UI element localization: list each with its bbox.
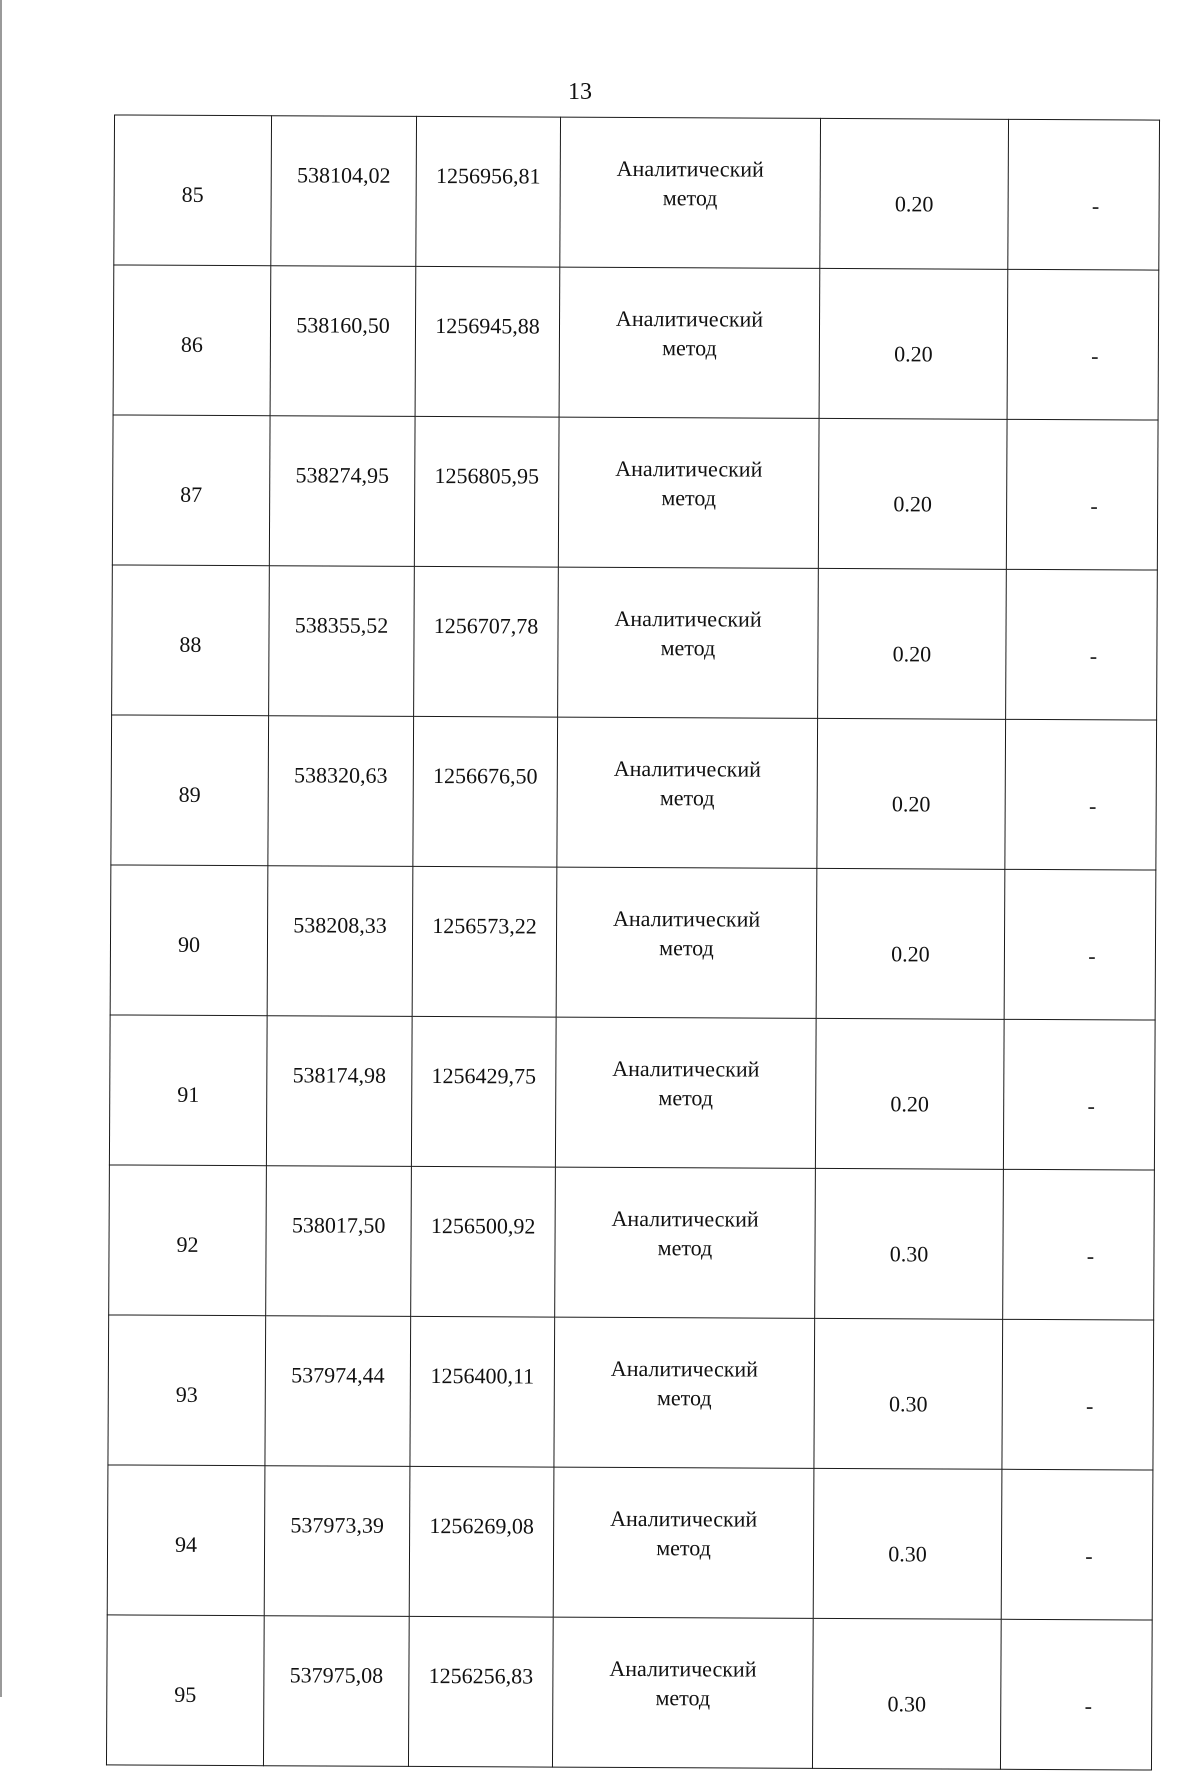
- method-cell: [558, 567, 819, 718]
- table-row: [111, 715, 1157, 870]
- method-line-1: Аналитический: [609, 1655, 757, 1682]
- note-cell: -: [1000, 1619, 1152, 1770]
- method-line-1: Аналитический: [615, 455, 763, 482]
- point-number-cell: 90: [110, 865, 268, 1016]
- y-coordinate-cell: 1256805,95: [414, 416, 559, 567]
- note-cell: -: [1002, 1319, 1154, 1470]
- accuracy-cell: 0.20: [818, 568, 1007, 719]
- table-row: [108, 1315, 1154, 1470]
- method-cell: [555, 1017, 816, 1168]
- point-number-cell: 86: [113, 265, 271, 416]
- note-cell: -: [1007, 269, 1159, 420]
- table-row: [106, 1615, 1152, 1770]
- accuracy-cell: 0.30: [812, 1618, 1001, 1769]
- x-coordinate-cell: 538174,98: [266, 1016, 412, 1167]
- method-line-2: метод: [662, 335, 717, 361]
- point-number-cell: 85: [114, 115, 272, 266]
- note-cell: -: [1003, 1019, 1155, 1170]
- note-cell: -: [1005, 719, 1157, 870]
- point-number-cell: 87: [112, 415, 270, 566]
- table-row: [113, 265, 1159, 420]
- point-number-cell: 95: [106, 1615, 264, 1766]
- accuracy-cell: 0.30: [813, 1468, 1002, 1619]
- accuracy-cell: 0.20: [816, 868, 1005, 1019]
- point-number-cell: 88: [112, 565, 270, 716]
- x-coordinate-cell: 537974,44: [265, 1316, 411, 1467]
- method-cell: [560, 117, 821, 268]
- method-line-1: Аналитический: [612, 905, 761, 932]
- y-coordinate-cell: 1256256,83: [408, 1616, 553, 1767]
- table-row: [114, 115, 1160, 270]
- x-coordinate-cell: 538320,63: [268, 716, 414, 867]
- method-line-2: метод: [656, 1385, 712, 1411]
- method-line-2: метод: [656, 1535, 711, 1561]
- note-cell: -: [1004, 869, 1156, 1020]
- page-left-edge: [0, 0, 2, 1697]
- method-cell: [553, 1467, 814, 1618]
- x-coordinate-cell: 537973,39: [264, 1466, 410, 1617]
- method-cell: [557, 717, 818, 868]
- y-coordinate-cell: 1256676,50: [413, 716, 558, 867]
- method-line-1: Аналитический: [614, 605, 762, 632]
- method-line-1: Аналитический: [610, 1505, 758, 1532]
- accuracy-cell: 0.30: [815, 1168, 1004, 1319]
- method-cell: [558, 417, 819, 568]
- point-number-cell: 93: [108, 1315, 266, 1466]
- point-number-cell: 91: [109, 1015, 267, 1166]
- method-cell: [556, 867, 817, 1018]
- method-cell: [559, 267, 820, 418]
- method-line-2: метод: [662, 185, 718, 211]
- note-cell: -: [1003, 1169, 1155, 1320]
- x-coordinate-cell: 538355,52: [269, 566, 415, 717]
- method-cell: [555, 1167, 816, 1318]
- y-coordinate-cell: 1256500,92: [411, 1166, 556, 1317]
- method-line-2: метод: [659, 785, 715, 811]
- x-coordinate-cell: 538104,02: [271, 116, 417, 267]
- coordinates-table: [106, 114, 1160, 1770]
- method-line-2: метод: [655, 1685, 711, 1711]
- accuracy-cell: 0.20: [815, 1018, 1004, 1169]
- note-cell: -: [1006, 569, 1158, 720]
- method-line-2: метод: [661, 485, 717, 511]
- point-number-cell: 94: [107, 1465, 265, 1616]
- table-row: [109, 1165, 1155, 1320]
- y-coordinate-cell: 1256956,81: [416, 116, 561, 267]
- accuracy-cell: 0.20: [819, 268, 1008, 419]
- method-line-1: Аналитический: [610, 1355, 759, 1382]
- accuracy-cell: 0.20: [817, 718, 1006, 869]
- x-coordinate-cell: 538208,33: [267, 866, 413, 1017]
- page-number: 13: [568, 79, 592, 105]
- method-line-1: Аналитический: [615, 305, 764, 332]
- method-line-1: Аналитический: [613, 755, 761, 782]
- accuracy-cell: 0.30: [814, 1318, 1003, 1469]
- method-line-1: Аналитический: [616, 155, 764, 182]
- table-row: [109, 1015, 1155, 1170]
- accuracy-cell: 0.20: [818, 418, 1007, 569]
- accuracy-cell: 0.20: [820, 118, 1009, 269]
- y-coordinate-cell: 1256573,22: [412, 866, 557, 1017]
- point-number-cell: 89: [111, 715, 269, 866]
- table-row: [112, 565, 1158, 720]
- method-line-2: метод: [658, 1085, 714, 1111]
- method-line-1: Аналитический: [612, 1055, 760, 1082]
- note-cell: -: [1006, 419, 1158, 570]
- y-coordinate-cell: 1256707,78: [414, 566, 559, 717]
- method-line-2: метод: [660, 635, 716, 661]
- method-line-2: метод: [659, 935, 714, 961]
- method-cell: [552, 1617, 813, 1768]
- table-row: [112, 415, 1158, 570]
- method-cell: [554, 1317, 815, 1468]
- method-line-2: метод: [657, 1235, 713, 1261]
- table-row: [107, 1465, 1153, 1620]
- x-coordinate-cell: 538160,50: [270, 266, 416, 417]
- x-coordinate-cell: 537975,08: [263, 1616, 409, 1767]
- x-coordinate-cell: 538017,50: [266, 1166, 412, 1317]
- table-row: [110, 865, 1156, 1020]
- method-line-1: Аналитический: [611, 1205, 759, 1232]
- note-cell: -: [1001, 1469, 1153, 1620]
- y-coordinate-cell: 1256945,88: [415, 266, 560, 417]
- y-coordinate-cell: 1256400,11: [410, 1316, 555, 1467]
- y-coordinate-cell: 1256269,08: [409, 1466, 554, 1617]
- note-cell: -: [1008, 119, 1160, 270]
- y-coordinate-cell: 1256429,75: [411, 1016, 556, 1167]
- x-coordinate-cell: 538274,95: [269, 416, 415, 567]
- point-number-cell: 92: [109, 1165, 267, 1316]
